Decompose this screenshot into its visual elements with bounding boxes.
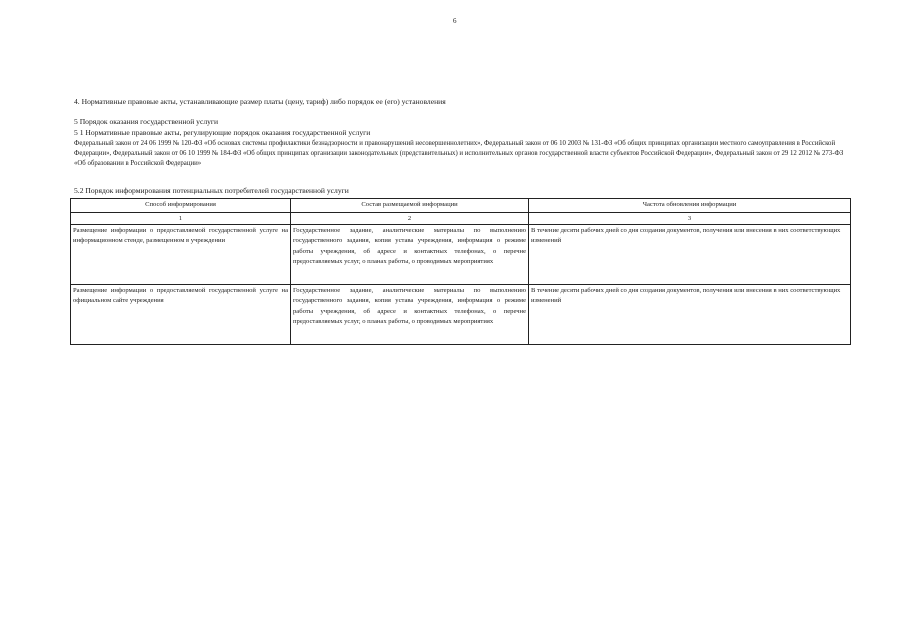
section-4-heading: 4. Нормативные правовые акты, устанавливающие размер платы (цену, тариф) либо порядок ее (его) установления	[74, 97, 446, 106]
table-number-row	[71, 212, 851, 224]
column-number: 2	[291, 212, 529, 224]
section-5-1-heading: 5 1 Нормативные правовые акты, регулирующие порядок оказания государственной услуги	[74, 128, 371, 137]
header-frequency: Частота обновления информации	[529, 199, 851, 213]
method-cell: Размещение информации о предоставляемой государственной услуге на официальном сайте учреждения	[71, 284, 291, 344]
header-content: Состав размещаемой информации	[291, 199, 529, 213]
column-number: 1	[71, 212, 291, 224]
table-row	[71, 284, 851, 344]
content-cell: Государственное задание, аналитические материалы по выполнению государственного задания, копия устава учреждения, информация о режиме работы учреждения, об адресе и контактных телефонах, о перечне предоставляемых услуг, о планах работы, о проводимых мероприятиях	[291, 284, 529, 344]
page-number: 6	[453, 17, 457, 25]
frequency-cell: В течение десяти рабочих дней со дня создания документов, получения или внесения в них соответствующих изменений	[529, 224, 851, 284]
header-method: Способ информирования	[71, 199, 291, 213]
content-cell: Государственное задание, аналитические материалы по выполнению государственного задания, копия устава учреждения, информация о режиме работы учреждения, об адресе и контактных телефонах, о перечне предоставляемых услуг, о планах работы, о проводимых мероприятиях	[291, 224, 529, 284]
table-header-row	[71, 199, 851, 213]
section-5-heading: 5 Порядок оказания государственной услуги	[74, 117, 219, 126]
informing-table	[70, 198, 851, 345]
table-row	[71, 224, 851, 284]
legal-acts-text: Федеральный закон от 24 06 1999 № 120-ФЗ «Об основах системы профилактики безнадзорности и правонарушений несовершеннолетних», Федеральный закон от 06 10 2003 № 131-ФЗ «Об общих принципах организации местного самоуправления в Российской Федерации», Федеральный закон от 06 10 1999 № 184-ФЗ «Об общих принципах организации законодательных (представительных) и исполнительных органов государственной власти субъектов Российской Федерации», Федеральный закон от 29 12 2012 № 273-ФЗ «Об образовании в Российской Федерации»	[74, 140, 844, 167]
section-5-2-heading: 5.2 Порядок информирования потенциальных потребителей государственной услуги	[74, 186, 349, 195]
method-cell: Размещение информации о предоставляемой государственной услуге на информационном стенде, размещенном в учреждении	[71, 224, 291, 284]
column-number: 3	[529, 212, 851, 224]
frequency-cell: В течение десяти рабочих дней со дня создания документов, получения или внесения в них соответствующих изменений	[529, 284, 851, 344]
